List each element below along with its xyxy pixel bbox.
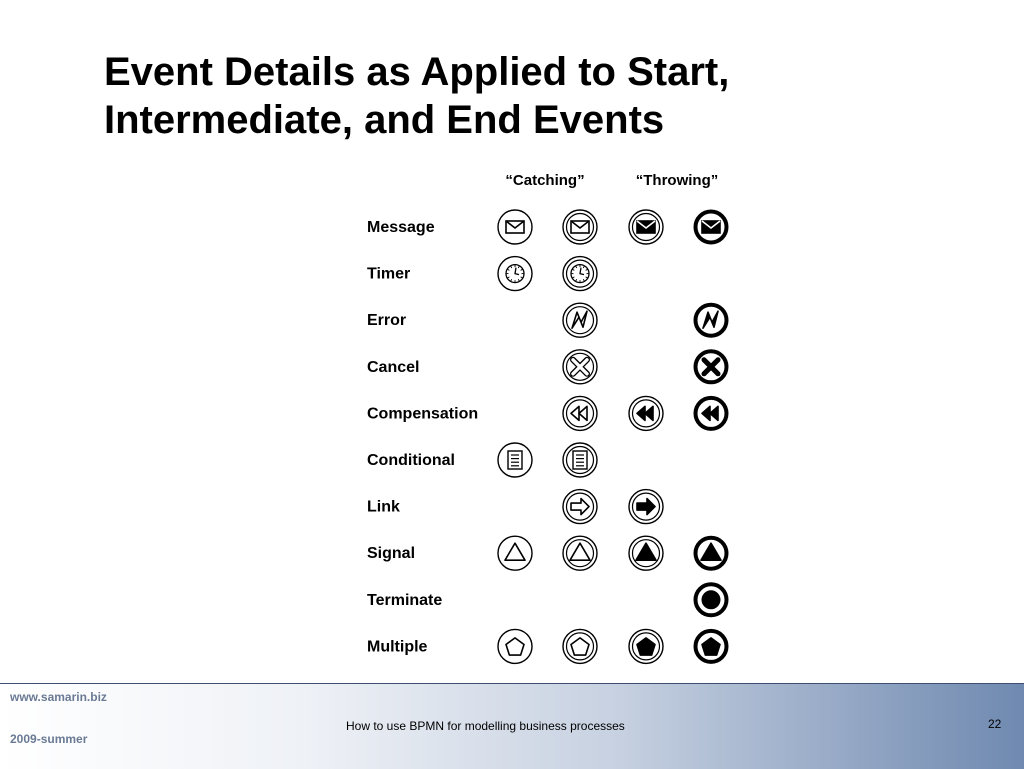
arrow-intermediate-catching-event-icon	[563, 490, 597, 524]
envelope-intermediate-catching-event-icon	[563, 210, 597, 244]
document-intermediate-catching-event-icon	[563, 443, 597, 477]
rewind-intermediate-catching-event-icon	[563, 396, 597, 430]
envelope-end-event-icon	[696, 212, 727, 243]
event-row-label: Link	[367, 498, 400, 516]
footer-site: www.samarin.biz	[10, 690, 107, 704]
event-row-label: Conditional	[367, 452, 455, 469]
event-row-link	[367, 490, 663, 524]
event-row-timer	[367, 257, 597, 291]
rewind-intermediate-throwing-event-icon	[629, 396, 663, 430]
document-start-event-icon	[498, 443, 532, 477]
column-header-throwing: “Throwing”	[635, 172, 719, 189]
clock-start-event-icon	[498, 257, 532, 291]
event-row-label: Multiple	[367, 638, 428, 656]
event-row-label: Message	[367, 219, 435, 236]
pentagon-start-event-icon	[498, 629, 532, 663]
arrow-intermediate-throwing-event-icon	[629, 490, 663, 524]
rewind-end-event-icon	[696, 398, 727, 429]
event-row-compensation	[367, 396, 727, 430]
event-row-signal	[367, 536, 727, 570]
triangle-start-event-icon	[498, 536, 532, 570]
pentagon-end-event-icon	[696, 631, 727, 662]
envelope-start-event-icon	[498, 210, 532, 244]
footer-season: 2009-summer	[10, 732, 88, 746]
clock-intermediate-catching-event-icon	[563, 257, 597, 291]
event-row-label: Error	[367, 312, 407, 330]
pentagon-intermediate-catching-event-icon	[563, 629, 597, 663]
triangle-intermediate-throwing-event-icon	[629, 536, 663, 570]
pentagon-intermediate-throwing-event-icon	[629, 629, 663, 663]
column-header-catching: “Catching”	[505, 172, 585, 189]
slide-title-line-1: Event Details as Applied to Start,	[104, 50, 730, 94]
event-row-terminate	[367, 584, 727, 615]
slide-title-line-2: Intermediate, and End Events	[104, 98, 665, 142]
filled-circle-end-event-icon	[696, 584, 727, 615]
event-rows	[367, 210, 727, 663]
envelope-intermediate-throwing-event-icon	[629, 210, 663, 244]
page-number: 22	[988, 717, 1002, 731]
event-row-label: Compensation	[367, 405, 479, 423]
event-row-conditional	[367, 443, 597, 477]
event-row-label: Signal	[367, 545, 416, 563]
slide-footer	[0, 683, 1024, 769]
triangle-intermediate-catching-event-icon	[563, 536, 597, 570]
event-row-error	[367, 303, 727, 337]
event-row-label: Terminate	[367, 591, 443, 609]
event-row-message	[367, 210, 727, 244]
triangle-end-event-icon	[696, 538, 727, 569]
event-row-multiple	[367, 629, 727, 663]
cross-intermediate-catching-event-icon	[563, 350, 597, 384]
event-row-cancel	[367, 350, 727, 384]
lightning-intermediate-catching-event-icon	[563, 303, 597, 337]
lightning-end-event-icon	[696, 305, 727, 336]
event-row-label: Cancel	[367, 358, 420, 376]
event-row-label: Timer	[367, 265, 411, 283]
footer-caption: How to use BPMN for modelling business processes	[346, 719, 625, 733]
cross-end-event-icon	[696, 351, 727, 382]
